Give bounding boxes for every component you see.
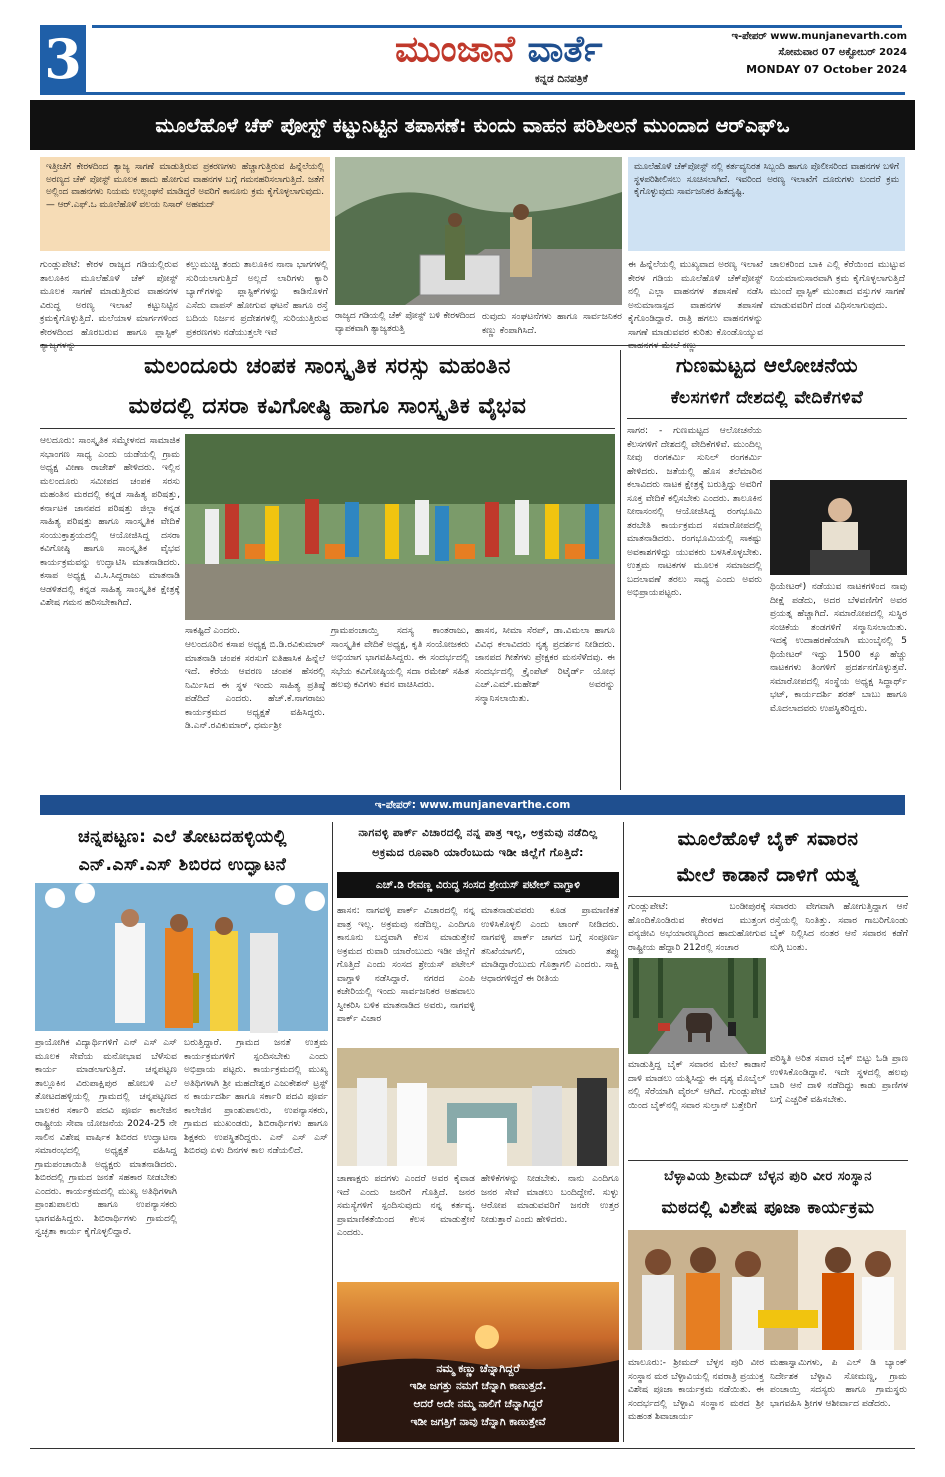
lead-col-4: ಈ ಹಿನ್ನೆಲೆಯಲ್ಲಿ ಮುಖ್ಯವಾದ ಅರಣ್ಯ ಇಲಾಖೆ ಕೇರಳ ಗಡಿಯ ಮೂಲೆಹೊಳೆ ಚೆಕ್‌ಪೋಸ್ಟ್ ನಲ್ಲಿ ಎಲ್ಲಾ ವಾಹನಗಳ ತಪಾಸಣೆ ನಡೆಸಿ ಅನುಮಾನಾಸ್ಪದ ವಾಹನಗಳ ತಪಾಸಣೆ ಕೈಗೊಂಡಿದ್ದಾರೆ. ರಾತ್ರಿ ಹಗಲು ವಾಹನಗಳನ್ನು ಸಾಗಣೆ ಮಾಡುವವರ ಕುರಿತು ಕೊಂಡೊಯ್ಯುವ: [628, 259, 763, 338]
story3-photo: [770, 480, 907, 575]
date-kannada: ಸೋಮವಾರ 07 ಅಕ್ಟೋಬರ್ 2024: [778, 47, 907, 58]
epaper-divider[interactable]: ಇ-ಪೇಪರ್: www.munjanevarthe.com: [40, 795, 905, 815]
lead-photo-image: [335, 157, 622, 305]
story6-col-4: ಪರಿಸ್ಥಿತಿ ಅರಿತ ಸವಾರ ಬೈಕ್ ಬಿಟ್ಟು ಓಡಿ ಪ್ರಾಣ ಉಳಿಸಿಕೊಂಡಿದ್ದಾನೆ. ಇದೇ ಸ್ಥಳದಲ್ಲಿ ಹಲವು ಬಾರಿ ಆನೆ ದಾಳಿ ನಡೆದಿದ್ದು ಕಾಡು ಪ್ರಾಣಿಗಳ ಬಗ್ಗೆ ಎಚ್ಚರಿಕೆ ವಹಿಸಬೇಕು.: [770, 1053, 908, 1105]
lead-headline: ಮೂಲೆಹೊಳೆ ಚೆಕ್ ಪೋಸ್ಟ್ ಕಟ್ಟುನಿಟ್ಟಿನ ತಪಾಸಣೆ: ಕುಂದು ವಾಹನ ಪರಿಶೀಲನೆ ಮುಂದಾದ ಆರ್‌ಎಫ್‌ಒ: [30, 100, 915, 150]
section-rule-2: [628, 1160, 908, 1161]
story6-col-2: ಸವಾರರು ವೇಗವಾಗಿ ಹೋಗುತ್ತಿದ್ದಾಗ ಆನೆ ರಸ್ತೆಯಲ್ಲಿ ನಿಂತಿತ್ತು. ಸವಾರ ಗಾಬರಿಗೊಂಡು ಬೈಕ್ ನಿಲ್ಲಿಸಿದ ನಂತರ ಆನೆ ಸವಾರನ ಕಡೆಗೆ ನುಗ್ಗಿ ಬಂತು.: [770, 901, 908, 953]
page-number-box: 3: [40, 25, 86, 93]
story5-headline-1: ನಾಗವಳ್ಳಿ ಪಾರ್ಕ್ ವಿಚಾರದಲ್ಲಿ ನನ್ನ ಪಾತ್ರ ಇಲ್ಲ, ಅಕ್ರಮವು ನಡೆದಿಲ್ಲ: [358, 827, 598, 839]
story2-headline-2: ಮಠದಲ್ಲಿ ದಸರಾ ಕವಿಗೋಷ್ಠಿ ಹಾಗೂ ಸಾಂಸ್ಕೃತಿಕ ವೈಭವ: [128, 394, 527, 419]
lead-box-left: ಇತ್ತೀಚೆಗೆ ಕೇರಳದಿಂದ ತ್ಯಾಜ್ಯ ಸಾಗಣೆ ಮಾಡುತ್ತಿರುವ ಪ್ರಕರಣಗಳು ಹೆಚ್ಚಾಗುತ್ತಿರುವ ಹಿನ್ನೆಲೆಯಲ್ಲಿ ಅರಣ್ಯದ ಚೆಕ್ ಪೋಸ್ಟ್ ಮೂಲಕ ಹಾದು ಹೋಗುವ ವಾಹನಗಳ ಬಗ್ಗೆ ಗಮನಹರಿಸಲಾಗುತ್ತಿದೆ. ಜತೆಗೆ ಅಲ್ಲಿಂದ ವಾಹನಗಳು ನಿಯಮ ಉಲ್ಲಂಘನೆ ಮಾಡಿದ್ದರೆ ಅವರಿಗೆ ಕಾನೂನು ಕ್ರಮ ಕೈಗೊಳ್ಳಲಾಗುವುದು. — ಆರ್.ಎಫ್.ಒ ಮೂಲೆಹೊಳೆ ವಲಯ ನಿಸಾರ್ ಅಹಮದ್: [40, 157, 330, 251]
vertical-rule-2: [332, 822, 333, 1442]
quote-line-1: ನಮ್ಮ ಕಣ್ಣು ಚೆನ್ನಾಗಿದ್ದರೆ: [436, 1362, 520, 1375]
lead-col-5: ಚಾಲಕರಿಂದ ಬಾಕಿ ಎಲ್ಲಿ ಕೆರೆಯಿಂದ ಮುಟ್ಟುವ ನಿಯಮಾನುಸಾರವಾಗಿ ಕ್ರಮ ಕೈಗೊಳ್ಳಲಾಗುತ್ತಿದೆ ಮುಂದೆ ಪ್ಲಾಸ್ಟಿಕ್ ಮುಂತಾದ ವಸ್ತುಗಳ ಸಾಗಣೆ ಮಾಡುವವರಿಗೆ ದಂಡ ವಿಧಿಸಲಾಗುವುದು.: [770, 259, 905, 311]
story2-headline-rule: [40, 428, 615, 429]
story2-col-4: ಹಾಸನ, ಸೀಮಾ ಸೆರಪ್, ಡಾ.ವಿಮಲಾ ಹಾಗೂ ವಿವಿಧ ಕಲಾವಿದರು ನೃತ್ಯ ಪ್ರದರ್ಶನ ನೀಡಿದರು. ಜಾನಪದ ಗೀತೆಗಳು ಪ್ರೇಕ್ಷಕರ ಮನಸೆಳೆದವು. ಈ ಸಂದರ್ಭದಲ್ಲಿ ಕ್ರೈಂಪೆಟ್ ರಿಟೈರ್ಡ್ ಯೋಧ ಎಚ್.ಎಮ್.ಮಹೇಶ್ ಅವರನ್ನು ಸನ್ಮಾನಿಸಲಾಯಿತು.: [475, 625, 615, 704]
title-part1: ಮುಂಜಾನೆ: [395, 29, 515, 70]
masthead-title: [395, 28, 603, 72]
story5-photo: [337, 1048, 619, 1166]
story3-headline-1: ಗುಣಮಟ್ಟದ ಆಲೋಚನೆಯ: [675, 353, 859, 377]
story4-col-1: ಪ್ರಾಯೋಗಿಕ ವಿದ್ಯಾರ್ಥಿಗಳಿಗೆ ಎನ್ ಎಸ್ ಎಸ್ ಮೂಲಕ ಸೇವೆಯ ಮನೋಭಾವ ಬೆಳೆಸುವ ಕಾರ್ಯ ಮಾಡಲಾಗುತ್ತಿದೆ. ಚನ್ನಪಟ್ಟಣ ತಾಲ್ಲೂಕಿನ ವಿರುಪಾಕ್ಷಿಪುರ ಹೋಬಳಿ ಎಲೆ ತೋಟದಹಳ್ಳಿಯಲ್ಲಿ ಗ್ರಾಮದಲ್ಲಿ ಚನ್ನಪಟ್ಟಣದ ಬಾಲಕರ ಸರ್ಕಾರಿ ಪದವಿ ಪೂರ್ವ ಕಾಲೇಜಿನ ರಾಷ್ಟ್ರೀಯ ಸೇವಾ ಯೋಜನೆಯ 2024-25 ನೇ ಸಾಲಿನ ವಿಶೇಷ ವಾರ್ಷಿಕ ಶಿಬಿರದ ಉದ್ಘಾಟನಾ ಸಮಾರಂಭದಲ್ಲಿ ಅಧ್ಯಕ್ಷತೆ ವಹಿಸಿದ್ದ ಗ್ರಾಮಪಂಚಾಯಿತಿ ಅಧ್ಯಕ್ಷರು ಮಾತನಾಡಿದರು. ಶಿಬಿರದಲ್ಲಿ ಗ್ರಾಮದ ಜನತೆ ಸಹಕಾರ ನೀಡಬೇಕು ಎಂದರು. ಕಾರ್ಯಕ್ರಮದಲ್ಲಿ ಮುಖ್ಯ ಅತಿಥಿಗಳಾಗಿ ಪ್ರಾಂಶುಪಾಲರು ಹಾಗೂ ಉಪನ್ಯಾಸಕರು ಭಾಗವಹಿಸಿದ್ದರು. ಶಿಬಿರಾರ್ಥಿಗಳು ಗ್ರಾಮದಲ್ಲಿ ಸ್ವಚ್ಛತಾ ಕಾರ್ಯ ಕೈಗೊಳ್ಳಲಿದ್ದಾರೆ.: [35, 1037, 177, 1237]
lead-col-3: ರುವುದು ಸಂಘಟನೆಗಳು ಹಾಗೂ ಸಾರ್ವಜನಿಕರ ಕಣ್ಣು ಕೆಂಪಾಗಿಸಿದೆ.: [482, 311, 622, 336]
epaper-url[interactable]: ಇ-ಪೇಪರ್ www.munjanevarth.com: [731, 31, 907, 42]
page-bottom-rule: [30, 1448, 915, 1449]
story4-col-2: ಬರುತ್ತಿದ್ದಾರೆ. ಗ್ರಾಮದ ಜನತೆ ಉತ್ತಮ ಕಾರ್ಯಕ್ರಮಗಳಿಗೆ ಸ್ಪಂದಿಸಬೇಕು ಎಂದು ಅಭಿಪ್ರಾಯ ಪಟ್ಟರು. ಕಾರ್ಯಕ್ರಮದಲ್ಲಿ ಮುಖ್ಯ ಅತಿಥಿಗಳಾಗಿ ಶ್ರೀ ಮಹದೇಶ್ವರ ಎಜುಕೇಶನ್ ಟ್ರಸ್ಟ್ ನ ಕಾರ್ಯದರ್ಶಿ ಹಾಗೂ ಸರ್ಕಾರಿ ಪದವಿ ಪೂರ್ವ ಕಾಲೇಜಿನ ಪ್ರಾಂಶುಪಾಲರು, ಉಪನ್ಯಾಸಕರು, ಗ್ರಾಮದ ಮುಖಂಡರು, ಶಿಬಿರಾರ್ಥಿಗಳು ಹಾಗೂ ಶಿಕ್ಷಕರು ಉಪಸ್ಥಿತರಿದ್ದರು. ಎನ್ ಎಸ್ ಎಸ್ ಶಿಬಿರವು ಏಳು ದಿನಗಳ ಕಾಲ ನಡೆಯಲಿದೆ.: [184, 1037, 328, 1156]
quote-line-3: ಆದರೆ ಅದೇ ನಮ್ಮ ನಾಲಿಗೆ ಚೆನ್ನಾಗಿದ್ದರೆ: [413, 1398, 543, 1410]
story6-headline-rule: [628, 896, 908, 897]
story4-photo: [35, 883, 328, 1031]
story2-col-3: ಗ್ರಾಮಪಂಚಾಯ್ತಿ ಸದಸ್ಯ ಕಾಂತರಾಜು, ಸಾಂಸ್ಕೃತಿಕ ವೇದಿಕೆ ಅಧ್ಯಕ್ಷ, ಕೃತಿ ಸಂಯೋಜಕರು ಅಭಿಯಾಗ ಭಾಗವಹಿಸಿದ್ದರು. ಈ ಸಂದರ್ಭದಲ್ಲಿ ಸಭೆಯ ಕವಿಗೋಷ್ಠಿಯಲ್ಲಿ ಸದಾ ರಮೇಶ್ ಸಹಿತ ಹಲವು ಕವಿಗಳು ಕವನ ವಾಚಿಸಿದರು.: [331, 625, 469, 690]
puja-photo: [628, 1230, 906, 1350]
story6-headline2-1: ಬೆಳ್ಳಾವಿಯ ಶ್ರೀಮದ್ ಬೆಳ್ಳನ ಪುರಿ ವೀರ ಸಂಸ್ಥಾನ: [664, 1169, 872, 1184]
masthead-subtitle: ಕನ್ನಡ ದಿನಪತ್ರಿಕೆ: [535, 73, 588, 85]
quote-box: [337, 1282, 619, 1442]
story2-col-1: ಆಲದೂರು: ಸಾಂಸ್ಕೃತಿಕ ಸಮ್ಮೇಳನದ ಸಾಮಾಜಿಕ ಸಭಾಂಗಣ ಸಾಧ್ಯ ಎಂದು ಯಡೆಯಲ್ಲಿ ಗ್ರಾಮ ಅಧ್ಯಕ್ಷ ವೀಣಾ ರಾಜೇಶ್ ಹೇಳಿದರು. ಇಲ್ಲಿನ ಮಲಂದೂರು ಸಮೀಪದ ಚಂಪಕ ಸರಸು ಮಹಂತಿನ ಮಠದಲ್ಲಿ ಕನ್ನಡ ಸಾಹಿತ್ಯ ಪರಿಷತ್ತು, ಕರ್ನಾಟಕ ಜಾನಪದ ಪರಿಷತ್ತು ಜಿಲ್ಲಾ ಕನ್ನಡ ಸಾಹಿತ್ಯ ಪರಿಷತ್ತು ಹಾಗೂ ಸಾಂಸ್ಕೃತಿಕ ವೇದಿಕೆ ಸಂಯುಕ್ತಾಶ್ರಯದಲ್ಲಿ ಆಯೋಜಿಸಿದ್ದ ದಸರಾ ಕವಿಗೋಷ್ಠಿ ಹಾಗೂ ಸಾಂಸ್ಕೃತಿಕ ವೈಭವ ಕಾರ್ಯಕ್ರಮವನ್ನು ಉದ್ಘಾಟಿಸಿ ಮಾತನಾಡಿದರು. ಕಸಾಪ ಅಧ್ಯಕ್ಷ ವಿ.ಸಿ.ಸಿದ್ದರಾಜು ಮಾತನಾಡಿ ಆಡಳಿತದಲ್ಲಿ ಕನ್ನಡ ಸಾಹಿತ್ಯ ಸಾಂಸ್ಕೃತಿಕ ಕ್ಷೇತ್ರಕ್ಕೆ ವಿಶೇಷ ಗಮನ ಹರಿಸಬೇಕಾಗಿದೆ.: [40, 435, 180, 608]
story6-photo: [628, 958, 766, 1054]
lead-photo: [335, 157, 622, 305]
story6-col-1: ಗುಂಡ್ಲುಪೇಟೆ: ಬಂಡೀಪುರಕ್ಕೆ ಹೊಂದಿಕೊಂಡಿರುವ ಕೇರಳದ ಮುತ್ತಂಗ ವನ್ಯಜೀವಿ ಅಭಯಾರಣ್ಯದಿಂದ ಹಾದುಹೋಗುವ ರಾಷ್ಟ್ರೀಯ ಹೆದ್ದಾರಿ 212ರಲ್ಲಿ ಸಂಚಾರ: [628, 901, 766, 953]
story2-headline-1: ಮಲಂದೂರು ಚಂಪಕ ಸಾಂಸ್ಕೃತಿಕ ಸರಸ್ಸು ಮಹಂತಿನ: [144, 354, 511, 379]
story2-caption: ಸಾಕಷ್ಟಿದೆ ಎಂದರು.: [185, 625, 240, 636]
story3-col-2a: [770, 424, 907, 478]
story6-headline2-2: ಮಠದಲ್ಲಿ ವಿಶೇಷ ಪೂಜಾ ಕಾರ್ಯಕ್ರಮ: [661, 1198, 875, 1218]
story2-col-2: ಆಲಂದೂರಿನ ಕಸಾಪ ಅಧ್ಯಕ್ಷ ಬಿ.ಡಿ.ರವಿಕುಮಾರ್ ಮಾತನಾಡಿ ಚಂಪಕ ಸರಸುಗೆ ಐತಿಹಾಸಿಕ ಹಿನ್ನೆಲೆ ಇದೆ. ಕೆರೆಯ ಆವರಣ ಚಂಪಕ ಹೆಸರಲ್ಲಿ ನಿರ್ಮಿಸಿದ ಈ ಸ್ಥಳ ಇಂದು ಸಾಹಿತ್ಯ ಪ್ರತಿಷ್ಠೆ ಪಡೆದಿದೆ ಎಂದರು. ಹೆಚ್.ಕೆ.ನಾಗರಾಜು ಕಾರ್ಯಕ್ರಮದ ಅಧ್ಯಕ್ಷತೆ ವಹಿಸಿದ್ದರು. ಡಿ.ಎನ್.ರವಿಕುಮಾರ್, ಧರ್ಮಶ್ರೀ: [185, 639, 325, 731]
story5-col-1: ಹಾಸನ: ನಾಗವಳ್ಳಿ ಪಾರ್ಕ್ ವಿಚಾರದಲ್ಲಿ ನನ್ನ ಪಾತ್ರ ಇಲ್ಲ. ಅಕ್ರಮವು ನಡೆದಿಲ್ಲ. ಎಂದಿಗೂ ಕಾನೂನು ಬದ್ಧವಾಗಿ ಕೆಲಸ ಮಾಡುತ್ತೇನೆ ಅಕ್ರಮದ ರುವಾರಿ ಯಾರೆಂಬುದು ಇಡೀ ಜಿಲ್ಲೆಗೆ ಗೊತ್ತಿದೆ ಎಂದು ಸಂಸದ ಶ್ರೇಯಸ್ ಪಟೇಲ್ ವಾಗ್ದಾಳಿ ನಡೆಸಿದ್ದಾರೆ. ನಗರದ ಎಂಪಿ ಕಚೇರಿಯಲ್ಲಿ ಇಂದು ಸಾರ್ವಜನಿಕರ ಅಹವಾಲು ಸ್ವೀಕರಿಸಿ ಬಳಿಕ ಮಾತನಾಡಿದ ಅವರು, ನಾಗವಳ್ಳಿ ಪಾರ್ಕ್ ವಿಚಾರ: [337, 905, 475, 1024]
story5-col-2: ಮಾತನಾಡುವವರು ಕೂಡ ಪ್ರಾಮಾಣಿಕತೆ ಉಳಿಸಿಕೊಳ್ಳಲಿ ಎಂದು ಟಾಂಗ್ ನೀಡಿದರು. ನಾಗವಳ್ಳಿ ಪಾರ್ಕ್ ಜಾಗದ ಬಗ್ಗೆ ಸಂಪೂರ್ಣ ತನಿಖೆಯಾಗಲಿ, ಯಾರು ತಪ್ಪು ಮಾಡಿದ್ದಾರೆಂಬುದು ಗೊತ್ತಾಗಲಿ ಎಂದರು. ಸಾಕ್ಷಿ ಆಧಾರಗಳಿದ್ದರೆ ಈ ರೀತಿಯ: [481, 905, 619, 984]
lead-photo-caption: ರಾಜ್ಯದ ಗಡಿಯಲ್ಲಿ ಚೆಕ್ ಪೋಸ್ಟ್ ಬಳಿ ಕೇರಳದಿಂದ ವ್ಯಾಪಕವಾಗಿ ತ್ಯಾಜ್ಯತರುತ್ತಿ: [335, 311, 475, 334]
story4-headline-2: ಎನ್.ಎಸ್.ಎಸ್ ಶಿಬಿರದ ಉದ್ಘಾಟನೆ: [78, 855, 287, 875]
vertical-rule-3: [623, 822, 624, 1442]
story6-col-5: ಮಾಲೂರು:- ಶ್ರೀಮದ್ ಬೆಳ್ಳನ ಪುರಿ ವೀರ ಸಂಸ್ಥಾನ ಮಠ ಬೆಳ್ಳಾವಿಯಲ್ಲಿ ನವರಾತ್ರಿ ಪ್ರಯುಕ್ತ ವಿಶೇಷ ಪೂಜಾ ಕಾರ್ಯಕ್ರಮ ನಡೆಯಿತು. ಈ ಸಂದರ್ಭದಲ್ಲಿ ಬೆಳ್ಳಾವಿ ಸಂಸ್ಥಾನ ಮಠದ ಶ್ರೀ ಮಹಂತ ಶಿವಾಚಾರ್ಯ: [628, 1357, 764, 1422]
lead-col-1: ಗುಂಡ್ಲುಪೇಟೆ: ಕೇರಳ ರಾಜ್ಯದ ಗಡಿಯಲ್ಲಿರುವ ತಾಲೂಕಿನ ಮೂಲೆಹೊಳೆ ಚೆಕ್ ಪೋಸ್ಟ್ ಮೂಲಕ ಸಾಗಣೆ ಮಾಡುತ್ತಿರುವ ವಾಹನಗಳ ವಿರುದ್ಧ ಅರಣ್ಯ ಇಲಾಖೆ ಕಟ್ಟುನಿಟ್ಟಿನ ಕ್ರಮಕೈಗೊಳ್ಳುತ್ತಿದೆ. ಮಲೆಯಾಳ ಮಾರ್ಗಗಳಿಂದ ಕೇರಳದಿಂದ ಹೊರಬರುವ ಹಾಗೂ ಪ್ಲಾಸ್ಟಿಕ್: [40, 259, 178, 338]
story6-headline-1: ಮೂಲೆಹೊಳೆ ಬೈಕ್ ಸವಾರನ: [677, 828, 859, 850]
story3-headline-rule: [627, 418, 907, 419]
story4-lamp-lighting-photo: [35, 883, 328, 1031]
story5-col-3: ಚಾಣಾಕ್ಷರು ಪದಗಳು ಎಂದರೆ ಅವರ ಕೈವಾಡ ಇದೆ ಎಂದು ಜನರಿಗೆ ಗೊತ್ತಿದೆ. ಜನರ ಸಮಸ್ಯೆಗಳಿಗೆ ಸ್ಪಂದಿಸುವುದು ನನ್ನ ಕರ್ತವ್ಯ. ಪ್ರಾಮಾಣಿಕತೆಯಿಂದ ಕೆಲಸ ಮಾಡುತ್ತೇನೆ ಎಂದರು.: [337, 1173, 475, 1238]
story5-headline-2: ಅಕ್ರಮದ ರೂವಾರಿ ಯಾರೆಂಬುದು ಇಡೀ ಜಿಲ್ಲೆಗೆ ಗೊತ್ತಿದೆ:: [372, 846, 584, 859]
quote-line-2: ಇಡೀ ಜಗತ್ತು ನಮಗೆ ಚೆನ್ನಾಗಿ ಕಾಣುತ್ತದೆ.: [409, 1380, 547, 1392]
story6-headline-2: ಮೇಲೆ ಕಾಡಾನೆ ದಾಳಿಗೆ ಯತ್ನ: [676, 864, 860, 886]
elephant-road-photo: [628, 958, 766, 1054]
date-english: MONDAY 07 October 2024: [746, 63, 907, 76]
masthead-bottom-rule: [40, 92, 905, 95]
story5-subhead: ಎಚ್.ಡಿ ರೇವಣ್ಣ ವಿರುದ್ಧ ಸಂಸದ ಶ್ರೇಯಸ್ ಪಟೇಲ್ ವಾಗ್ದಾಳಿ: [337, 872, 619, 898]
story6-col-6: ಮಹಾಸ್ವಾಮಿಗಳು, ಪಿ ಎಲ್ ಡಿ ಬ್ಯಾಂಕ್ ನಿರ್ದೇಶಕ ಬೆಳ್ಳಾವಿ ಸೋಮಣ್ಣ, ಗ್ರಾಮ ಪಂಚಾಯ್ತಿ ಸದಸ್ಯರು ಹಾಗೂ ಗ್ರಾಮಸ್ಥರು ಭಾಗವಹಿಸಿ ಶ್ರೀಗಳ ಆಶೀರ್ವಾದ ಪಡೆದರು.: [770, 1357, 907, 1409]
lead-box-right: ಮೂಲೆಹೊಳೆ ಚೆಕ್‌ಪೋಸ್ಟ್ ನಲ್ಲಿ ಕರ್ತವ್ಯನಿರತ ಸಿಬ್ಬಂದಿ ಹಾಗೂ ಪೊಲೀಸರಿಂದ ವಾಹನಗಳ ಬಳಿಗೆ ಸ್ಥಳಪರಿಶೀಲಿಸಲು ಸೂಚಿಸಲಾಗಿದೆ. ಇವರಿಂದ ಅರಣ್ಯ ಇಲಾಖೆಗೆ ದೂರುಗಳು ಬಂದರೆ ಕ್ರಮ ಕೈಗೊಳ್ಳುವುದು ಸಾರ್ವಜನಿಕರ ಹಿತದೃಷ್ಟಿ.: [628, 157, 905, 251]
quote-line-4: ಇಡೀ ಜಗತ್ತಿಗೆ ನಾವು ಚೆನ್ನಾಗಿ ಕಾಣುತ್ತೇವೆ: [410, 1416, 546, 1428]
story5-office-photo: [337, 1048, 619, 1166]
story2-photo: [185, 434, 615, 620]
story6-photo-2: [628, 1230, 906, 1350]
story4-headline-1: ಚನ್ನಪಟ್ಟಣ: ಎಲೆ ತೋಟದಹಳ್ಳಿಯಲ್ಲಿ: [77, 827, 288, 847]
story2-group-photo: [185, 434, 615, 620]
section-rule-1: [40, 345, 905, 346]
story3-col-1: ಸಾಗರ: - ಗುಣಮಟ್ಟದ ಆಲೋಚನೆಯ ಕೆಲಸಗಳಿಗೆ ದೇಶದಲ್ಲಿ ವೇದಿಕೆಗಳಿವೆ. ಮುಂದಿಲ್ಲ ನೀವು ರಂಗಕರ್ಮಿ ಸುನಿಲ್ ರಂಗಕರ್ಮಿ ಹೇಳಿದರು. ಜತೆಯಲ್ಲಿ ಹೊಸ ತಲೆಮಾರಿನ ಕಲಾವಿದರು ನಾಟಕ ಕ್ಷೇತ್ರಕ್ಕೆ ಬರುತ್ತಿದ್ದು ಅವರಿಗೆ ಸೂಕ್ತ ವೇದಿಕೆ ಕಲ್ಪಿಸಬೇಕು ಎಂದರು. ತಾಲೂಕಿನ ನೀನಾಸಂನಲ್ಲಿ ಆಯೋಜಿಸಿದ್ದ ರಂಗಭೂಮಿ ತರಬೇತಿ ಕಾರ್ಯಕ್ರಮದ ಸಮಾರೋಪದಲ್ಲಿ ಮಾತನಾಡಿದರು. ರಂಗಭೂಮಿಯಲ್ಲಿ ಸಾಕಷ್ಟು ಅವಕಾಶಗಳಿದ್ದು ಯುವಕರು ಬಳಸಿಕೊಳ್ಳಬೇಕು. ಉತ್ತಮ ನಾಟಕಗಳ ಮೂಲಕ ಸಮಾಜದಲ್ಲಿ ಬದಲಾವಣೆ ತರಲು ಸಾಧ್ಯ ಎಂದು ಅವರು ಅಭಿಪ್ರಾಯಪಟ್ಟರು.: [627, 425, 762, 598]
story3-headline-2: ಕೆಲಸಗಳಿಗೆ ದೇಶದಲ್ಲಿ ವೇದಿಕೆಗಳಿವೆ: [670, 388, 864, 408]
title-part2: ವಾರ್ತೆ: [527, 29, 603, 70]
story3-speaker-photo: [770, 480, 907, 575]
story3-col-2: ಥಿಯೇಟರ್) ನಡೆಯುವ ನಾಟಕಗಳಿಂದ ನಾವು ದೀಕ್ಷೆ ಪಡೆದು, ಅದರ ಬೆಳವಣಿಗೆಗೆ ಅವರ ಪ್ರಯತ್ನ ಹೆಚ್ಚಾಗಿದೆ. ಸಮಾರೋಪದಲ್ಲಿ ಸುಸ್ಥಿರ ಸಂಚಿಕೆಯ ತಂಡಗಳಿಗೆ ಸನ್ಮಾನಿಸಲಾಯಿತು. ಇದಕ್ಕೆ ಉದಾಹರಣೆಯಾಗಿ ಮುಂಬೈನಲ್ಲಿ 5 ಥಿಯೇಟರ್ ಇದ್ದು 1500 ಕ್ಕೂ ಹೆಚ್ಚು ನಾಟಕಗಳು ತಿಂಗಳಿಗೆ ಪ್ರದರ್ಶನಗೊಳ್ಳುತ್ತವೆ. ಸಮಾರೋಪದಲ್ಲಿ ಸಂಸ್ಥೆಯ ಅಧ್ಯಕ್ಷ ಸಿದ್ಧಾರ್ಥ್ ಭಟ್, ಕಾರ್ಯದರ್ಶಿ ಶರತ್ ಬಾಬು ಹಾಗೂ ಮೊದಲಾದವರು ಉಪಸ್ಥಿತರಿದ್ದರು.: [770, 581, 907, 714]
vertical-rule-1: [620, 350, 621, 790]
story5-col-4: ಹೇಳಿಕೆಗಳನ್ನು ನೀಡಬೇಕು. ನಾನು ಎಂದಿಗೂ ಜನರ ಸೇವೆ ಮಾಡಲು ಬಂದಿದ್ದೇನೆ. ಸುಳ್ಳು ಆರೋಪ ಮಾಡುವವರಿಗೆ ಜನರೇ ಉತ್ತರ ನೀಡುತ್ತಾರೆ ಎಂದು ಹೇಳಿದರು.: [481, 1173, 619, 1225]
story6-col-3: ಮಾಡುತ್ತಿದ್ದ ಬೈಕ್ ಸವಾರನ ಮೇಲೆ ಕಾಡಾನೆ ದಾಳಿ ಮಾಡಲು ಯತ್ನಿಸಿದ್ದು ಈ ದೃಶ್ಯ ಮೊಬೈಲ್ ನಲ್ಲಿ ಸೆರೆಯಾಗಿ ವೈರಲ್ ಆಗಿದೆ. ಗುಂಡ್ಲುಪೇಟೆ ಯಿಂದ ಬೈಕ್‌ನಲ್ಲಿ ಸವಾರ ಸುಲ್ತಾನ್ ಬತ್ತೇರಿಗೆ: [628, 1059, 766, 1111]
lead-col-2: ಕಲ್ಲುಮುಚ್ಚಿ ತಂದು ತಾಲೂಕಿನ ನಾನಾ ಭಾಗಗಳಲ್ಲಿ ಸುರಿಯಲಾಗುತ್ತಿದೆ ಅಲ್ಲದೆ ಲಾರಿಗಳು ಕ್ಯಾರಿ ಬ್ಯಾಗ್‌ಗಳನ್ನು ಪ್ಲಾಸ್ಟಿಕ್‌ಗಳನ್ನು ಕಾಡಿನೊಳಗೆ ಎಸೆದು ವಾಪಸ್ ಹೋಗುವ ಘಟನೆ ಹಾಗೂ ರಸ್ತೆ ಬದಿಯ ನಿರ್ಜನ ಪ್ರದೇಶಗಳಲ್ಲಿ ಸುರಿಯುತ್ತಿರುವ ಪ್ರಕರಣಗಳು ನಡೆಯುತ್ತಲೇ ಇವೆ: [186, 259, 328, 338]
